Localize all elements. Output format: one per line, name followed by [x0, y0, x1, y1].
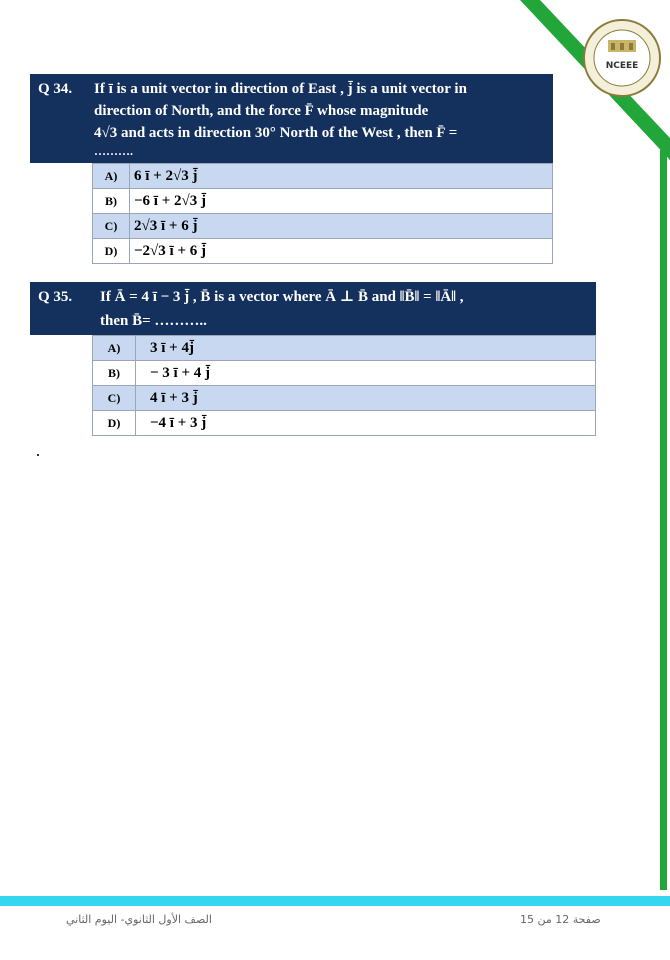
bottom-bar — [0, 896, 670, 906]
option-value: 2√3 ī + 6 j̄ — [130, 214, 553, 239]
question-34-line-1: If ī is a unit vector in direction of East , j̄ is a unit vector in — [94, 81, 467, 97]
question-35-line-1: If Ā = 4 ī − 3 j̄ , B̄ is a vector where Ā ⊥ B̄ and ‖B̄‖ = ‖Ā‖ , — [100, 289, 464, 305]
option-row[interactable] — [93, 214, 553, 239]
option-label: D) — [93, 239, 130, 264]
stray-dot — [37, 454, 39, 456]
option-row[interactable] — [93, 361, 596, 386]
right-border-strip — [660, 150, 667, 890]
option-label: B) — [93, 189, 130, 214]
question-35-options — [92, 335, 596, 436]
question-35-number: Q 35. — [38, 289, 73, 305]
option-row[interactable] — [93, 239, 553, 264]
option-row[interactable] — [93, 189, 553, 214]
option-row[interactable] — [93, 336, 596, 361]
option-row[interactable] — [93, 164, 553, 189]
option-row[interactable] — [93, 411, 596, 436]
option-value: −4 ī + 3 j̄ — [136, 411, 596, 436]
option-value: 4 ī + 3 j̄ — [136, 386, 596, 411]
question-34-line-2: direction of North, and the force F̄ whose magnitude — [94, 103, 429, 119]
footer-left-text: الصف الأول الثانوي- اليوم الثاني — [66, 913, 212, 926]
question-34-line-3: 4√3 and acts in direction 30° North of the West , then F̄ = — [94, 125, 458, 141]
question-34-number: Q 34. — [38, 81, 73, 97]
question-34-header — [30, 74, 553, 163]
question-35-line-2: then B̄= ……….. — [100, 313, 207, 329]
option-label: C) — [93, 214, 130, 239]
question-34-line-4: ………. — [94, 144, 133, 158]
option-value: 6 ī + 2√3 j̄ — [130, 164, 553, 189]
option-value: 3 ī + 4j̄ — [136, 336, 596, 361]
option-label: A) — [93, 336, 136, 361]
option-label: C) — [93, 386, 136, 411]
option-value: − 3 ī + 4 j̄ — [136, 361, 596, 386]
option-label: B) — [93, 361, 136, 386]
svg-text:NCEEE: NCEEE — [605, 61, 639, 71]
option-label: A) — [93, 164, 130, 189]
question-35-header — [30, 282, 596, 335]
footer-page-number: صفحة 12 من 15 — [520, 913, 601, 926]
option-value: −2√3 ī + 6 j̄ — [130, 239, 553, 264]
option-label: D) — [93, 411, 136, 436]
option-value: −6 ī + 2√3 j̄ — [130, 189, 553, 214]
option-row[interactable] — [93, 386, 596, 411]
nceee-logo — [582, 18, 662, 98]
question-34-options — [92, 163, 553, 264]
